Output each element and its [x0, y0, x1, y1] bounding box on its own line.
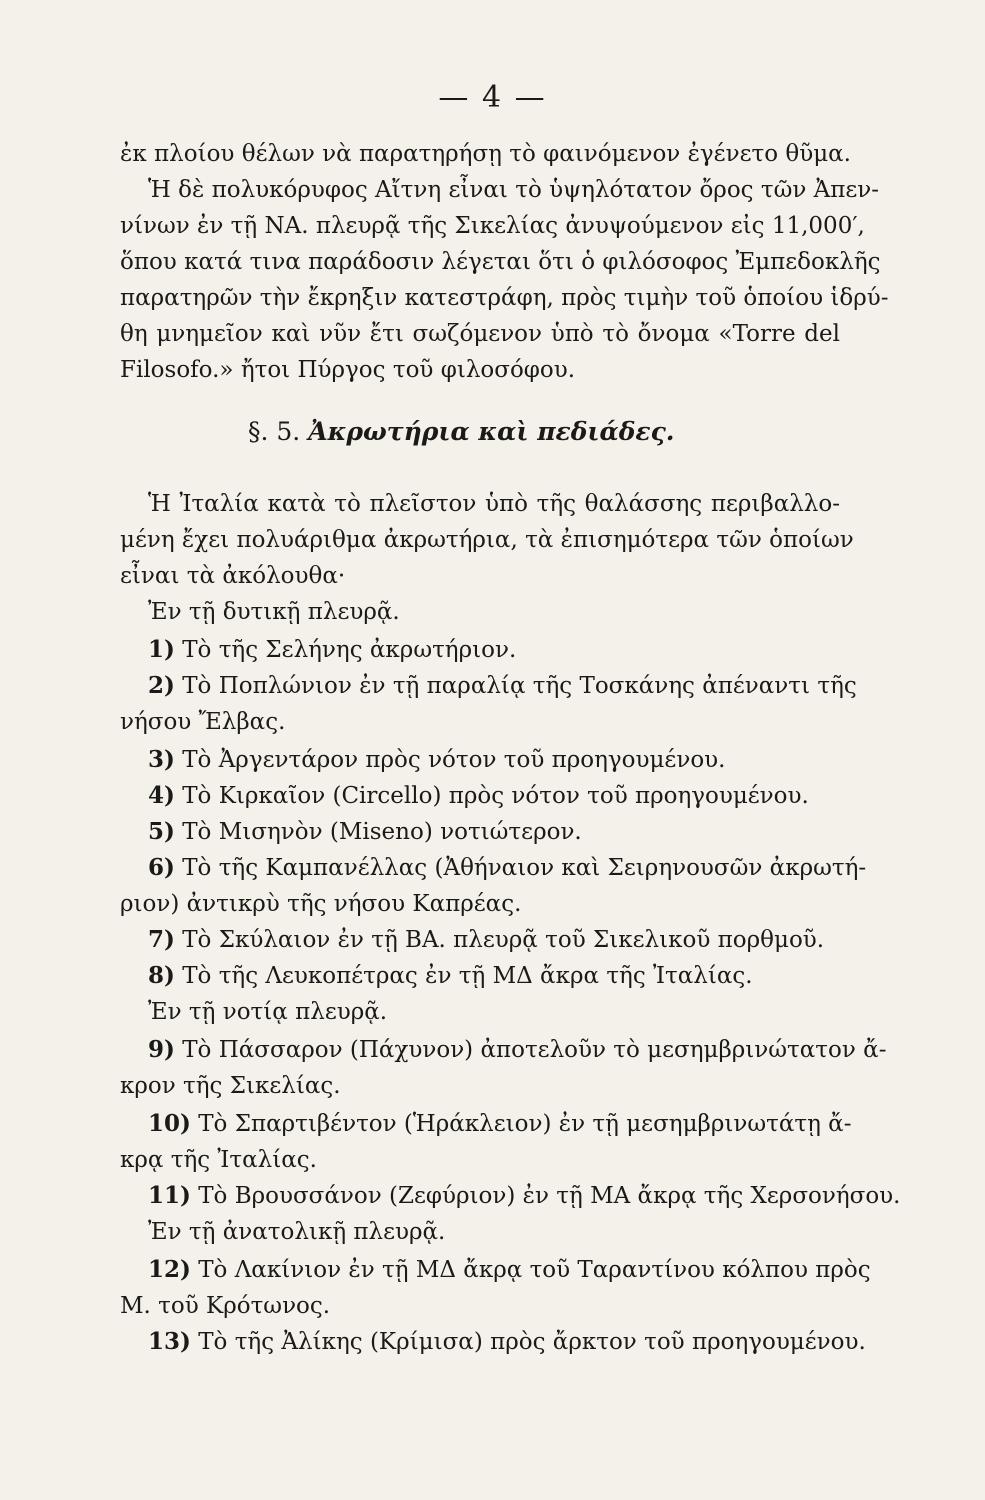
list-item: 2) Τὸ Ποπλώνιον ἐν τῇ παραλίᾳ τῆς Τοσκάνης ἀπέναντι τῆς	[148, 672, 857, 699]
section-number: §. 5.	[248, 417, 301, 446]
list-item: 6) Τὸ τῆς Καμπανέλλας (Ἀθήναιον καὶ Σειρηνουσῶν ἀκρωτή-	[148, 854, 867, 881]
list-item: 5) Τὸ Μισηνὸν (Miseno) νοτιώτερον.	[148, 818, 582, 845]
list-item: 12) Τὸ Λακίνιον ἐν τῇ ΜΔ ἄκρᾳ τοῦ Ταραντίνου κόλπου πρὸς	[148, 1256, 871, 1283]
text-line: παρατηρῶν τὴν ἔκρηξιν κατεστράφη, πρὸς τιμὴν τοῦ ὁποίου ἱδρύ-	[120, 285, 889, 311]
subheading-west: Ἐν τῇ δυτικῇ πλευρᾷ.	[148, 599, 400, 625]
list-item-cont: νήσου Ἔλβας.	[120, 709, 286, 735]
text-line: ἐκ πλοίου θέλων νὰ παρατηρήσῃ τὸ φαινόμενον ἐγένετο θῦμα.	[120, 141, 851, 167]
text-line: εἶναι τὰ ἀκόλουθα·	[120, 563, 346, 589]
list-item-cont: ριον) ἀντικρὺ τῆς νήσου Καπρέας.	[120, 891, 522, 917]
list-item: 3) Τὸ Ἀργεντάρον πρὸς νότον τοῦ προηγουμένου.	[148, 746, 726, 773]
list-item-cont: κρον τῆς Σικελίας.	[120, 1073, 341, 1099]
list-item: 9) Τὸ Πάσσαρον (Πάχυνον) ἀποτελοῦν τὸ μεσημβρινώτατον ἄ-	[148, 1036, 887, 1063]
subheading-south: Ἐν τῇ νοτίᾳ πλευρᾷ.	[148, 999, 388, 1025]
list-item-cont: Μ. τοῦ Κρότωνος.	[120, 1293, 331, 1319]
list-item: 8) Τὸ τῆς Λευκοπέτρας ἐν τῇ ΜΔ ἄκρα τῆς Ἰταλίας.	[148, 962, 753, 989]
list-item-cont: κρᾳ τῆς Ἰταλίας.	[120, 1147, 317, 1173]
list-item: 7) Τὸ Σκύλαιον ἐν τῇ ΒΑ. πλευρᾷ τοῦ Σικελικοῦ πορθμοῦ.	[148, 926, 825, 953]
list-item: 4) Τὸ Κιρκαῖον (Circello) πρὸς νότον τοῦ προηγουμένου.	[148, 782, 809, 809]
text-line: Ἡ δὲ πολυκόρυφος Αἴτνη εἶναι τὸ ὑψηλότατον ὄρος τῶν Ἀπεν-	[148, 177, 880, 203]
text-line: νίνων ἐν τῇ ΝΑ. πλευρᾷ τῆς Σικελίας ἀνυψούμενον εἰς 11,000′,	[120, 213, 865, 239]
list-item: 1) Τὸ τῆς Σελήνης ἀκρωτήριον.	[148, 636, 517, 663]
text-line: μένη ἔχει πολυάριθμα ἀκρωτήρια, τὰ ἐπισημότερα τῶν ὁποίων	[120, 527, 854, 553]
list-item: 10) Τὸ Σπαρτιβέντον (Ἡράκλειον) ἐν τῇ μεσημβρινωτάτῃ ἄ-	[148, 1110, 852, 1137]
subheading-east: Ἐν τῇ ἀνατολικῇ πλευρᾷ.	[148, 1219, 446, 1245]
section-heading	[248, 416, 848, 448]
section-title: Ἀκρωτήρια καὶ πεδιάδες.	[308, 417, 675, 446]
list-item: 13) Τὸ τῆς Ἀλίκης (Κρίμισα) πρὸς ἄρκτον τοῦ προηγουμένου.	[148, 1328, 866, 1355]
text-line: Filosofo.» ἤτοι Πύργος τοῦ φιλοσόφου.	[120, 357, 576, 383]
page-number: — 4 —	[438, 80, 547, 115]
text-line: Ἡ Ἰταλία κατὰ τὸ πλεῖστον ὑπὸ τῆς θαλάσσης περιβαλλο-	[148, 491, 840, 517]
text-line: θη μνημεῖον καὶ νῦν ἔτι σωζόμενον ὑπὸ τὸ ὄνομα «Torre del	[120, 321, 840, 347]
text-line: ὅπου κατά τινα παράδοσιν λέγεται ὅτι ὁ φιλόσοφος Ἐμπεδοκλῆς	[120, 249, 881, 275]
list-item: 11) Τὸ Βρουσσάνον (Ζεφύριον) ἐν τῇ ΜΑ ἄκρᾳ τῆς Χερσονήσου.	[148, 1182, 901, 1209]
